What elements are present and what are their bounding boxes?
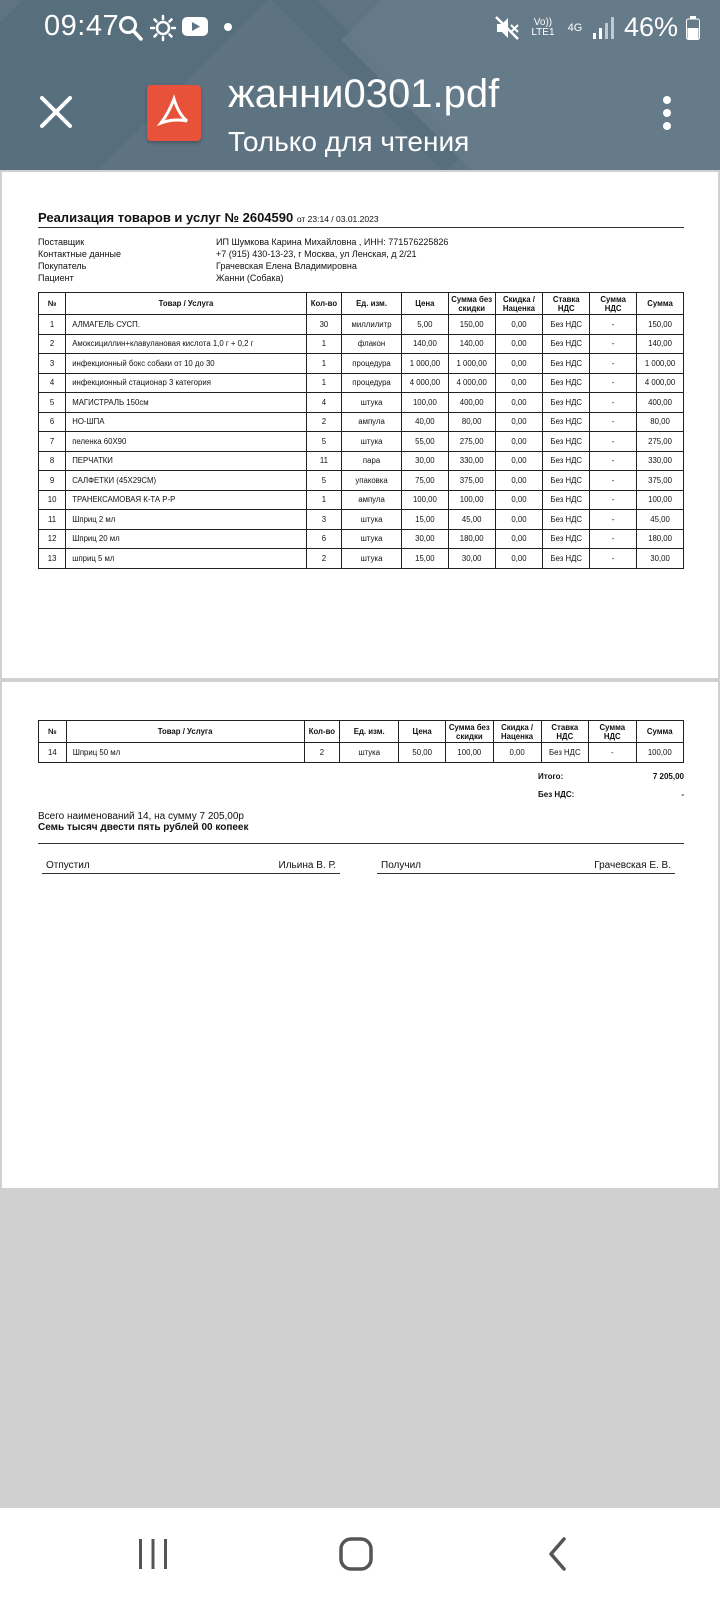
table-cell: штука	[342, 549, 402, 569]
document-info	[38, 236, 448, 284]
navigation-bar	[0, 1508, 720, 1600]
table-cell: Без НДС	[543, 354, 590, 374]
document-title: Реализация товаров и услуг № 2604590 от 23:14 / 03.01.2023	[38, 210, 684, 228]
table-cell: 100,00	[446, 743, 494, 763]
table-cell: -	[590, 471, 637, 491]
table-cell: инфекционный стационар 3 категория	[66, 373, 307, 393]
table-cell: -	[590, 451, 637, 471]
table-cell: Амоксициллин+клавулановая кислота 1,0 г + 0,2 г	[66, 334, 307, 354]
table-cell: ампула	[342, 490, 402, 510]
table-cell: 9	[39, 471, 66, 491]
table-row	[39, 315, 684, 335]
table-cell: -	[589, 743, 636, 763]
column-header: Товар / Услуга	[66, 721, 304, 743]
table-cell: 5,00	[402, 315, 449, 335]
table-cell: -	[590, 432, 637, 452]
table-cell: 4 000,00	[448, 373, 495, 393]
totals	[538, 772, 684, 808]
table-cell: 13	[39, 549, 66, 569]
table-cell: 2	[306, 549, 341, 569]
table-cell: Без НДС	[543, 393, 590, 413]
app-bar	[0, 58, 720, 170]
table-cell: 0,00	[495, 549, 543, 569]
table-cell: ампула	[342, 412, 402, 432]
battery-icon	[686, 16, 700, 40]
table-row	[39, 373, 684, 393]
table-cell: 14	[39, 743, 67, 763]
pdf-icon	[147, 85, 201, 141]
table-cell: штука	[342, 529, 402, 549]
table-cell: Шприц 50 мл	[66, 743, 304, 763]
column-header: Скидка / Наценка	[495, 293, 543, 315]
column-header: Сумма НДС	[590, 293, 637, 315]
lte-indicator: Vo)) LTE1	[531, 16, 555, 38]
table-row	[39, 354, 684, 374]
table-cell: 11	[39, 510, 66, 530]
info-value: +7 (915) 430-13-23, г Москва, ул Ленская, д 2/21	[216, 249, 417, 259]
info-key: Поставщик	[38, 237, 85, 247]
recents-icon[interactable]	[136, 1536, 170, 1572]
table-row	[39, 549, 684, 569]
table-cell: 0,00	[495, 412, 543, 432]
table-cell: -	[590, 529, 637, 549]
table-cell: 3	[306, 510, 341, 530]
table-cell: пара	[342, 451, 402, 471]
table-cell: НО-ШПА	[66, 412, 307, 432]
table-cell: 100,00	[637, 490, 684, 510]
table-cell: 0,00	[495, 510, 543, 530]
table-cell: -	[590, 393, 637, 413]
table-cell: 140,00	[448, 334, 495, 354]
status-bar	[0, 0, 720, 58]
table-cell: 45,00	[448, 510, 495, 530]
column-header: Сумма без скидки	[446, 721, 494, 743]
info-row	[38, 236, 448, 248]
table-cell: 55,00	[402, 432, 449, 452]
file-name: жанни0301.pdf	[228, 72, 500, 116]
table-cell: 275,00	[448, 432, 495, 452]
table-cell: 140,00	[402, 334, 449, 354]
column-header: Ед. изм.	[340, 721, 399, 743]
table-cell: 5	[306, 432, 341, 452]
table-cell: Без НДС	[543, 451, 590, 471]
table-cell: 1 000,00	[402, 354, 449, 374]
table-cell: 8	[39, 451, 66, 471]
table-cell: 100,00	[448, 490, 495, 510]
table-cell: шприц 5 мл	[66, 549, 307, 569]
home-icon[interactable]	[338, 1536, 374, 1572]
table-cell: 45,00	[637, 510, 684, 530]
info-value: Грачевская Елена Владимировна	[216, 261, 357, 271]
table-cell: Без НДС	[543, 334, 590, 354]
table-cell: 4 000,00	[637, 373, 684, 393]
table-cell: Без НДС	[543, 490, 590, 510]
table-cell: 180,00	[637, 529, 684, 549]
items-table-page-2	[38, 720, 684, 763]
column-header: Товар / Услуга	[66, 293, 307, 315]
pdf-page-1[interactable]	[2, 172, 718, 678]
table-cell: флакон	[342, 334, 402, 354]
more-vert-icon[interactable]	[660, 96, 674, 136]
column-header: Кол-во	[304, 721, 340, 743]
table-cell: 1	[39, 315, 66, 335]
table-cell: 0,00	[495, 373, 543, 393]
table-cell: 1	[306, 334, 341, 354]
table-row	[39, 471, 684, 491]
app-header	[0, 0, 720, 170]
table-row	[39, 510, 684, 530]
table-cell: 5	[306, 471, 341, 491]
table-cell: Без НДС	[543, 432, 590, 452]
signature-received: Получил Грачевская Е. В.	[377, 860, 675, 874]
column-header: Ставка НДС	[543, 293, 590, 315]
table-cell: 75,00	[402, 471, 449, 491]
table-cell: инфекционный бокс собаки от 10 до 30	[66, 354, 307, 374]
notification-dot	[224, 23, 232, 31]
table-cell: 1	[306, 354, 341, 374]
table-cell: 2	[306, 412, 341, 432]
table-cell: 4	[306, 393, 341, 413]
table-cell: 330,00	[448, 451, 495, 471]
table-cell: штука	[342, 510, 402, 530]
table-cell: 0,00	[495, 393, 543, 413]
table-cell: 100,00	[636, 743, 684, 763]
column-header: Кол-во	[306, 293, 341, 315]
table-cell: -	[590, 373, 637, 393]
table-row	[39, 451, 684, 471]
table-cell: 0,00	[495, 529, 543, 549]
table-cell: Без НДС	[543, 373, 590, 393]
mute-icon	[494, 15, 520, 41]
summary	[38, 811, 684, 844]
search-icon	[118, 14, 144, 42]
info-row	[38, 260, 448, 272]
table-cell: 180,00	[448, 529, 495, 549]
table-cell: 50,00	[399, 743, 446, 763]
document-date: от 23:14 / 03.01.2023	[296, 214, 379, 224]
table-cell: 3	[39, 354, 66, 374]
table-cell: Без НДС	[543, 510, 590, 530]
table-cell: 1 000,00	[448, 354, 495, 374]
column-header: Сумма	[636, 721, 684, 743]
table-cell: 0,00	[495, 432, 543, 452]
table-cell: 12	[39, 529, 66, 549]
table-cell: Без НДС	[543, 471, 590, 491]
pdf-page-2[interactable]	[2, 682, 718, 1188]
table-cell: -	[590, 412, 637, 432]
table-cell: 0,00	[495, 334, 543, 354]
column-header: Цена	[402, 293, 449, 315]
table-cell: 15,00	[402, 549, 449, 569]
table-row	[39, 743, 684, 763]
table-cell: 5	[39, 393, 66, 413]
table-row	[39, 412, 684, 432]
table-cell: ТРАНЕКСАМОВАЯ К-ТА Р-Р	[66, 490, 307, 510]
table-cell: МАГИСТРАЛЬ 150см	[66, 393, 307, 413]
table-cell: 30	[306, 315, 341, 335]
table-cell: -	[590, 490, 637, 510]
table-row	[39, 490, 684, 510]
status-time: 09:47	[44, 10, 120, 42]
table-cell: 0,00	[495, 451, 543, 471]
table-cell: Без НДС	[541, 743, 589, 763]
info-key: Контактные данные	[38, 249, 122, 259]
table-cell: упаковка	[342, 471, 402, 491]
table-row	[39, 529, 684, 549]
table-cell: штука	[342, 432, 402, 452]
table-cell: -	[590, 354, 637, 374]
column-header: №	[39, 721, 67, 743]
table-cell: 0,00	[495, 354, 543, 374]
battery-percent: 46%	[623, 12, 678, 42]
table-cell: САЛФЕТКИ (45Х29СМ)	[66, 471, 307, 491]
table-cell: 330,00	[637, 451, 684, 471]
column-header: Сумма	[637, 293, 684, 315]
close-icon[interactable]	[36, 92, 76, 132]
table-cell: Без НДС	[543, 315, 590, 335]
table-cell: ПЕРЧАТКИ	[66, 451, 307, 471]
table-cell: 2	[39, 334, 66, 354]
table-cell: 375,00	[448, 471, 495, 491]
table-cell: -	[590, 549, 637, 569]
column-header: Ставка НДС	[541, 721, 589, 743]
summary-words: Семь тысяч двести пять рублей 00 копеек	[38, 822, 249, 833]
table-cell: Без НДС	[543, 412, 590, 432]
table-cell: 40,00	[402, 412, 449, 432]
total-row: Итого: 7 205,00	[538, 772, 684, 781]
youtube-icon	[182, 17, 208, 37]
table-cell: процедура	[342, 373, 402, 393]
back-icon[interactable]	[546, 1536, 570, 1572]
column-header: Скидка / Наценка	[493, 721, 541, 743]
total-row: Без НДС: -	[538, 790, 684, 799]
table-cell: 80,00	[448, 412, 495, 432]
table-cell: 4	[39, 373, 66, 393]
table-cell: -	[590, 510, 637, 530]
info-key: Пациент	[38, 273, 74, 283]
table-cell: 1	[306, 373, 341, 393]
table-row	[39, 432, 684, 452]
table-cell: 30,00	[402, 529, 449, 549]
table-cell: 1 000,00	[637, 354, 684, 374]
table-cell: 11	[306, 451, 341, 471]
table-cell: -	[590, 334, 637, 354]
read-only-label: Только для чтения	[228, 126, 470, 157]
table-row	[39, 393, 684, 413]
table-cell: 80,00	[637, 412, 684, 432]
table-cell: 150,00	[448, 315, 495, 335]
table-cell: Без НДС	[543, 529, 590, 549]
table-cell: 100,00	[402, 393, 449, 413]
table-cell: 30,00	[402, 451, 449, 471]
table-cell: штука	[340, 743, 399, 763]
table-cell: 30,00	[637, 549, 684, 569]
table-cell: 6	[39, 412, 66, 432]
info-key: Покупатель	[38, 261, 87, 271]
table-cell: 7	[39, 432, 66, 452]
table-cell: 10	[39, 490, 66, 510]
table-cell: 15,00	[402, 510, 449, 530]
column-header: Цена	[399, 721, 446, 743]
table-cell: АЛМАГЕЛЬ СУСП.	[66, 315, 307, 335]
table-cell: -	[590, 315, 637, 335]
column-header: Ед. изм.	[342, 293, 402, 315]
table-cell: 1	[306, 490, 341, 510]
table-cell: 400,00	[637, 393, 684, 413]
brightness-icon	[150, 14, 176, 42]
table-cell: 4 000,00	[402, 373, 449, 393]
table-cell: 0,00	[495, 471, 543, 491]
info-row	[38, 272, 448, 284]
table-row	[39, 334, 684, 354]
network-indicator: 4G	[567, 21, 583, 34]
column-header: №	[39, 293, 66, 315]
table-cell: 0,00	[495, 490, 543, 510]
table-cell: миллилитр	[342, 315, 402, 335]
table-cell: 2	[304, 743, 340, 763]
signal-icon	[592, 16, 616, 40]
table-cell: 375,00	[637, 471, 684, 491]
info-value: ИП Шумкова Карина Михайловна , ИНН: 771576225826	[216, 237, 449, 247]
table-cell: Шприц 2 мл	[66, 510, 307, 530]
info-row	[38, 248, 448, 260]
table-cell: штука	[342, 393, 402, 413]
table-cell: пеленка 60Х90	[66, 432, 307, 452]
items-table-page-1	[38, 292, 684, 569]
column-header: Сумма НДС	[589, 721, 636, 743]
table-cell: процедура	[342, 354, 402, 374]
table-cell: 30,00	[448, 549, 495, 569]
summary-line: Всего наименований 14, на сумму 7 205,00р	[38, 811, 244, 822]
info-value: Жанни (Собака)	[216, 273, 284, 283]
table-cell: 400,00	[448, 393, 495, 413]
table-cell: 6	[306, 529, 341, 549]
table-cell: 150,00	[637, 315, 684, 335]
table-cell: 100,00	[402, 490, 449, 510]
table-cell: Без НДС	[543, 549, 590, 569]
table-cell: 140,00	[637, 334, 684, 354]
signature-released: Отпустил Ильина В. Р.	[42, 860, 340, 874]
table-cell: 275,00	[637, 432, 684, 452]
column-header: Сумма без скидки	[448, 293, 495, 315]
table-cell: 0,00	[495, 315, 543, 335]
table-cell: Шприц 20 мл	[66, 529, 307, 549]
table-cell: 0,00	[493, 743, 541, 763]
